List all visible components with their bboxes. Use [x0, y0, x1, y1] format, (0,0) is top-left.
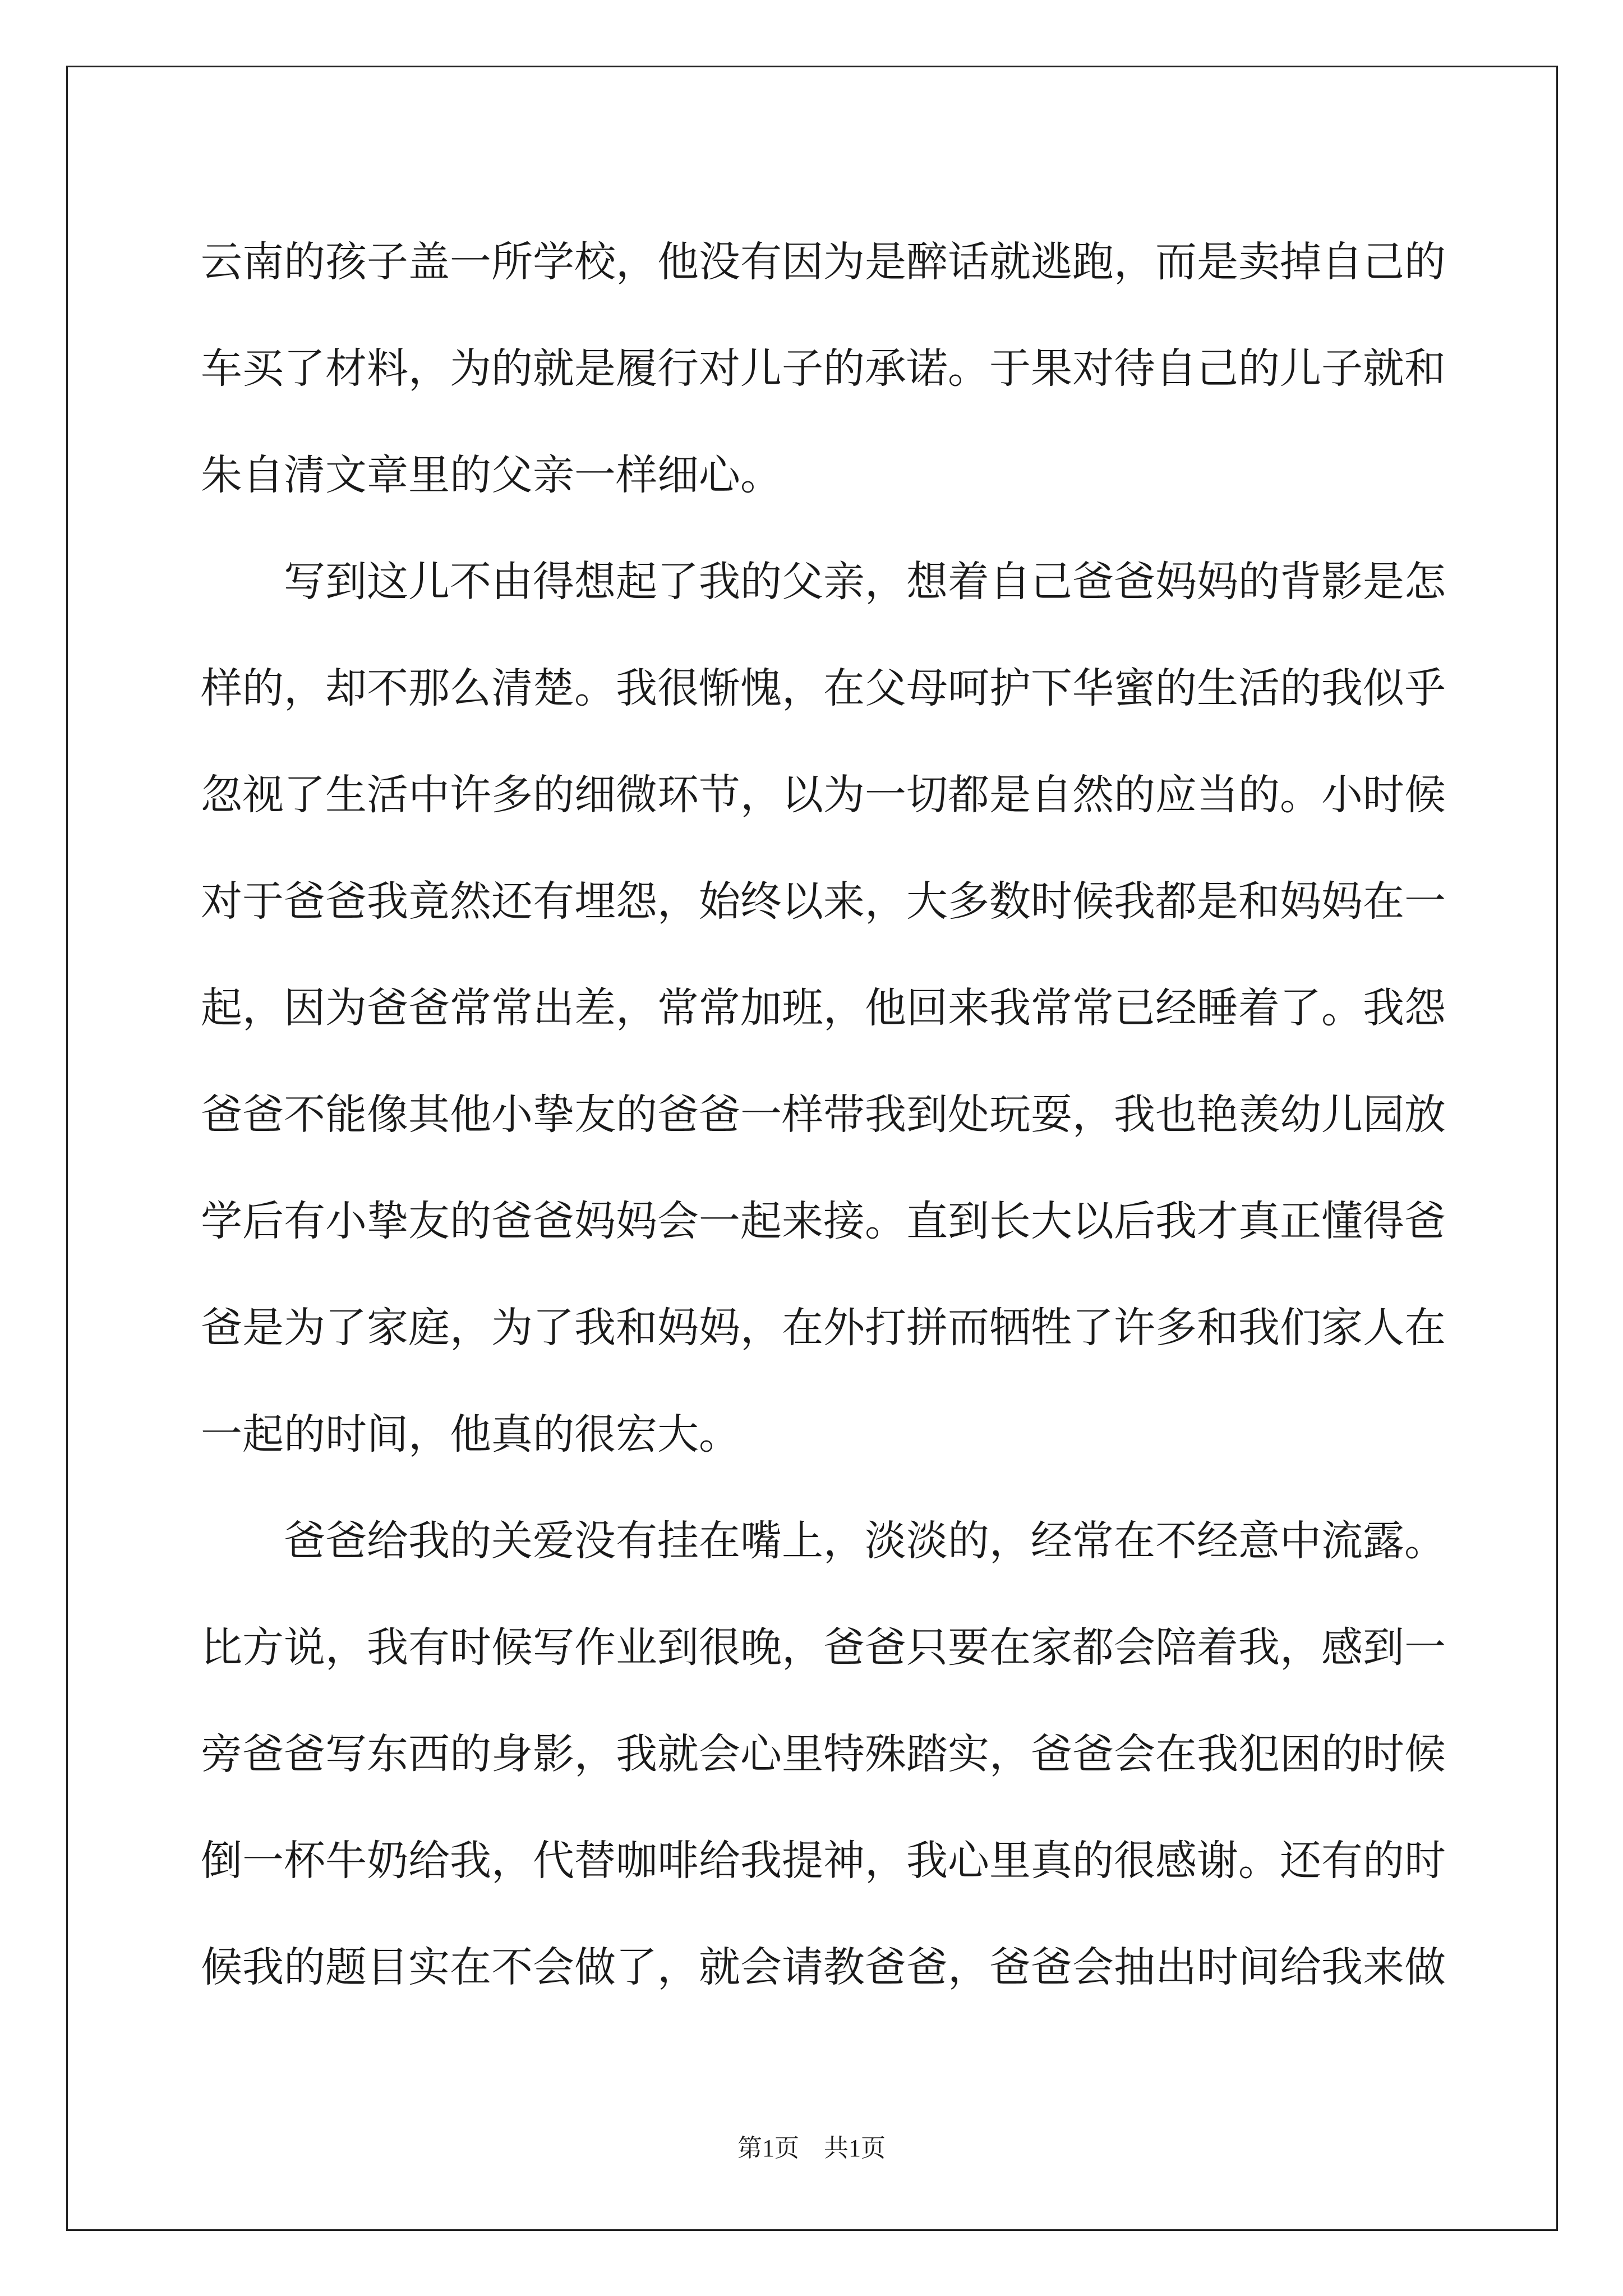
text-line: 爸是为了家庭，为了我和妈妈，在外打拼而牺牲了许多和我们家人在 [201, 1304, 1446, 1352]
text-line: 车买了材料，为的就是履行对儿子的承诺。于果对待自己的儿子就和 [201, 344, 1446, 393]
page-number-current: 第1页 [737, 2134, 799, 2162]
text-line: 忽视了生活中许多的细微环节，以为一切都是自然的应当的。小时候 [201, 771, 1446, 819]
text-line: 学后有小挚友的爸爸妈妈会一起来接。直到长大以后我才真正懂得爸 [201, 1197, 1446, 1245]
paragraph-start-line: 爸爸给我的关爱没有挂在嘴上，淡淡的，经常在不经意中流露。 [284, 1517, 1446, 1565]
text-line: 对于爸爸我竟然还有埋怨，始终以来，大多数时候我都是和妈妈在一 [201, 877, 1446, 926]
text-line: 旁爸爸写东西的身影，我就会心里特殊踏实，爸爸会在我犯困的时候 [201, 1730, 1446, 1778]
page-footer [0, 2132, 1623, 2165]
text-line: 云南的孩子盖一所学校，他没有因为是醉话就逃跑，而是卖掉自己的 [201, 238, 1446, 286]
page-number-total: 共1页 [824, 2134, 886, 2162]
text-line: 倒一杯牛奶给我，代替咖啡给我提神，我心里真的很感谢。还有的时 [201, 1837, 1446, 1885]
text-line: 起，因为爸爸常常出差，常常加班，他回来我常常已经睡着了。我怨 [201, 984, 1446, 1032]
text-line: 朱自清文章里的父亲一样细心。 [201, 451, 782, 499]
text-line: 样的，却不那么清楚。我很惭愧，在父母呵护下华蜜的生活的我似乎 [201, 664, 1446, 712]
document-body [201, 209, 1446, 2021]
paragraph-start-line: 写到这儿不由得想起了我的父亲，想着自己爸爸妈妈的背影是怎 [284, 558, 1446, 606]
text-line: 一起的时间，他真的很宏大。 [201, 1410, 740, 1458]
text-line: 爸爸不能像其他小挚友的爸爸一样带我到处玩耍，我也艳羡幼儿园放 [201, 1091, 1446, 1139]
text-line: 候我的题目实在不会做了，就会请教爸爸，爸爸会抽出时间给我来做 [201, 1943, 1446, 1991]
text-line: 比方说，我有时候写作业到很晚，爸爸只要在家都会陪着我，感到一 [201, 1623, 1446, 1672]
